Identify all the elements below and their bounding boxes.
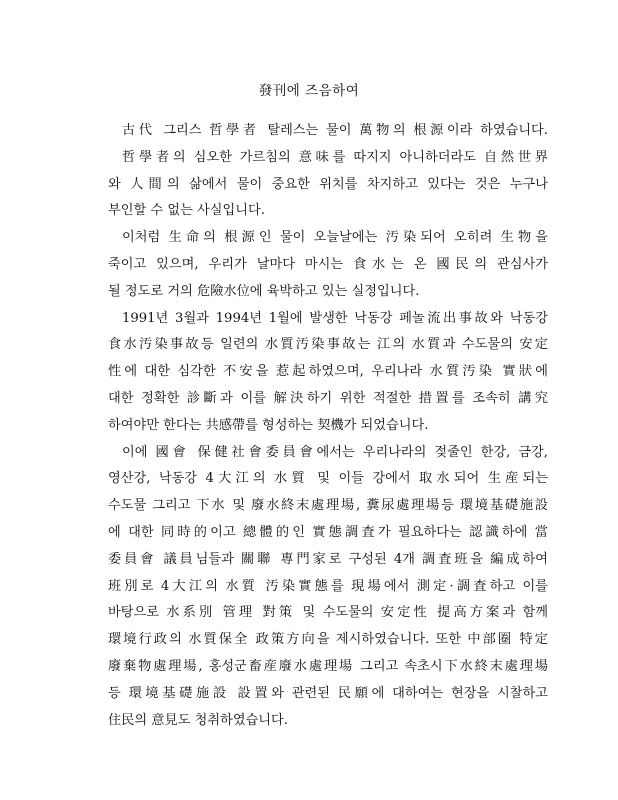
text-line: 바탕으로 水系別 管理 對策 및 수도물의 安定性 提高方案과 함께 xyxy=(108,605,548,621)
text-line: 수도물 그리고 下水 및 廢水終末處理場, 糞尿處理場등 環境基礎施設 xyxy=(108,498,548,514)
text-line: 하여야만 한다는 共感帶를 형성하는 契機가 되었습니다. xyxy=(108,417,429,433)
text-line: 食水汚染事故등 일련의 水質汚染事故는 江의 水質과 수도물의 安定 xyxy=(108,337,548,353)
text-line: 住民의 意見도 청취하였습니다. xyxy=(108,712,288,728)
text-line: 영산강, 낙동강 4大江의 水質 및 이들 강에서 取水되어 生産되는 xyxy=(108,471,548,487)
text-line: 와 人間의 삶에서 물이 중요한 위치를 차지하고 있다는 것은 누구나 xyxy=(108,176,548,192)
text-line: 등 環境基礎施設 設置와 관련된 民願에 대하여는 현장을 시찰하고 xyxy=(108,685,548,701)
text-line: 부인할 수 없는 사실입니다. xyxy=(108,203,265,219)
text-line: 性에 대한 심각한 不安을 惹起하였으며, 우리나라 水質汚染 實狀에 xyxy=(108,364,548,380)
text-line: 에 대한 同時的이고 總體的인 實態調査가 필요하다는 認識하에 當 xyxy=(108,524,548,540)
text-line: 죽이고 있으며, 우리가 날마다 마시는 食水는 온 國民의 관심사가 xyxy=(108,256,548,272)
text-line: 委員會 議員님들과 關聯 專門家로 구성된 4개 調査班을 編成하여 xyxy=(108,551,548,567)
text-line: 이에 國會 保健社會委員會에서는 우리나라의 젖줄인 한강, 금강, xyxy=(122,444,548,460)
body-text xyxy=(108,118,548,734)
text-line: 이처럼 生命의 根源인 물이 오늘날에는 汚染되어 오히려 生物을 xyxy=(122,230,548,246)
text-line: 古代 그리스 哲學者 탈레스는 물이 萬物의 根源이라 하였습니다. xyxy=(122,123,548,138)
text-line: 環境行政의 水質保全 政策方向을 제시하였습니다. 또한 中部圈 特定 xyxy=(108,632,548,648)
text-line: 哲學者의 심오한 가르침의 意味를 따지지 아니하더라도 自然世界 xyxy=(122,149,548,165)
text-line: 1991년 3월과 1994년 1월에 발생한 낙동강 페놀流出事故와 낙동강 xyxy=(122,310,548,326)
text-line: 될 정도로 거의 危險水位에 육박하고 있는 실정입니다. xyxy=(108,283,420,299)
page-title: 發刊에 즈음하여 xyxy=(258,83,360,99)
text-line: 대한 정확한 診斷과 이를 解決하기 위한 적절한 措置를 조속히 講究 xyxy=(108,390,548,406)
text-line: 班別로 4大江의 水質 汚染實態를 現場에서 測定·調査하고 이를 xyxy=(108,578,548,594)
text-line: 廢棄物處理場, 홍성군畜産廢水處理場 그리고 속초시下水終末處理場 xyxy=(108,658,548,674)
